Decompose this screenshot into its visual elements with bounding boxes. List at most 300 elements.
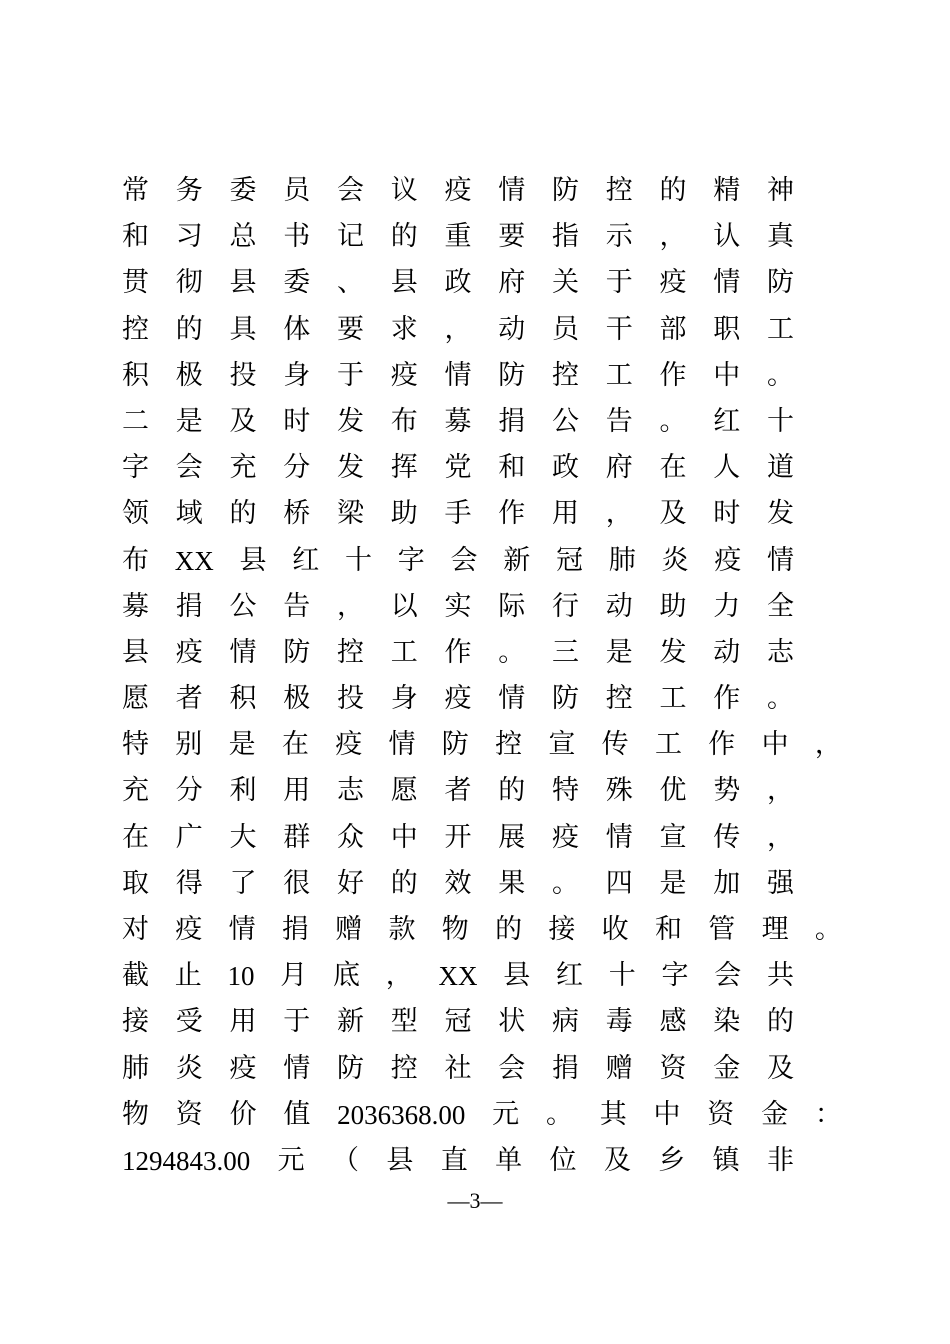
text-char: 精	[713, 175, 741, 206]
text-char: 资	[659, 1052, 687, 1084]
text-char: 积	[229, 683, 257, 715]
text-char: 以	[390, 590, 418, 622]
text-char: 止	[174, 960, 202, 992]
text-char: 会	[714, 960, 742, 992]
body-text	[122, 168, 852, 1184]
text-char: 10	[227, 961, 255, 992]
text-char: 直	[440, 1144, 468, 1176]
text-char: 。	[767, 683, 794, 715]
text-char: 感	[659, 1006, 687, 1038]
text-char: 了	[229, 867, 257, 899]
text-line	[122, 630, 794, 676]
text-char: 防	[441, 729, 469, 761]
text-char: 。	[552, 867, 579, 899]
text-char: 染	[713, 1006, 741, 1038]
text-char: 及	[603, 1144, 631, 1176]
text-char: 发	[337, 452, 364, 484]
text-char: 物	[441, 914, 469, 945]
text-char: 防	[552, 683, 579, 715]
text-char: 。	[545, 1098, 573, 1130]
text-char: 府	[605, 452, 633, 484]
text-line	[122, 584, 794, 630]
text-char: 作	[498, 498, 526, 530]
text-char: 疫	[714, 544, 742, 576]
text-char: 群	[283, 821, 311, 853]
text-char: 时	[283, 405, 311, 437]
text-char: 党	[444, 452, 472, 484]
text-char: ，	[814, 729, 842, 761]
text-char: 会	[498, 1052, 526, 1084]
text-char: 募	[444, 405, 472, 437]
text-char: 在	[122, 821, 149, 853]
text-char: 身	[390, 683, 418, 715]
text-char: 贯	[122, 267, 149, 299]
text-char: 炎	[661, 544, 689, 576]
text-char: 的	[175, 313, 203, 345]
text-line	[122, 399, 794, 445]
text-char: 是	[228, 729, 256, 761]
text-char: 用	[283, 775, 311, 807]
text-char: 际	[498, 590, 526, 622]
text-char: 情	[283, 1052, 311, 1084]
text-char: 接	[548, 914, 576, 945]
text-char: 值	[283, 1098, 311, 1130]
text-line	[122, 260, 794, 306]
text-char: 冠	[556, 544, 583, 576]
text-char: 字	[122, 452, 149, 484]
text-char: 及	[767, 1052, 794, 1084]
text-char: 重	[444, 221, 472, 253]
text-char: ，	[444, 313, 472, 345]
text-char: 及	[659, 498, 687, 530]
text-char: 县	[390, 267, 418, 299]
text-char: 作	[444, 636, 472, 668]
text-char: 县	[229, 267, 257, 299]
text-line	[122, 815, 794, 861]
text-char: 物	[122, 1098, 149, 1130]
text-char: 理	[761, 914, 789, 945]
text-char: 位	[549, 1144, 577, 1176]
text-char: 肺	[122, 1052, 149, 1084]
text-char: 力	[713, 590, 741, 622]
text-char: 习	[175, 221, 203, 253]
text-char: 工	[659, 683, 687, 715]
text-char: 捐	[498, 405, 526, 437]
text-char: 实	[444, 590, 472, 622]
text-char: 的	[767, 1006, 794, 1038]
text-char: 金	[713, 1052, 741, 1084]
text-char: 在	[281, 729, 309, 761]
text-char: 认	[713, 221, 741, 253]
text-char: 特	[552, 775, 579, 807]
text-char: 及	[229, 405, 257, 437]
text-char: 的	[498, 775, 526, 807]
text-char: 加	[713, 867, 741, 899]
text-char: ，	[659, 221, 687, 253]
text-char: 在	[659, 452, 687, 484]
text-char: 。	[767, 359, 794, 391]
text-char: 于	[283, 1006, 311, 1038]
text-char: 防	[498, 359, 526, 391]
text-char: 赠	[605, 1052, 633, 1084]
text-char: 捐	[281, 914, 309, 945]
text-char: 中	[761, 729, 789, 761]
text-char: 会	[450, 544, 478, 576]
text-char: 的	[229, 498, 257, 530]
text-char: 域	[175, 498, 203, 530]
text-char: 委	[283, 267, 311, 299]
text-char: 彻	[175, 267, 203, 299]
text-char: 捐	[552, 1052, 579, 1084]
text-char: ，	[767, 821, 794, 853]
text-char: 工	[767, 313, 794, 345]
text-line	[122, 722, 842, 768]
text-char: 的	[390, 221, 418, 253]
text-char: 其	[599, 1098, 627, 1130]
text-char: 分	[283, 452, 311, 484]
text-char: 别	[175, 729, 203, 761]
text-char: 工	[654, 729, 682, 761]
text-char: 效	[444, 867, 472, 899]
text-char: 府	[498, 267, 526, 299]
text-line	[122, 676, 794, 722]
text-char: 情	[767, 544, 794, 576]
text-char: 桥	[283, 498, 311, 530]
text-char: 员	[283, 175, 311, 206]
text-char: 发	[767, 498, 794, 530]
text-char: 作	[713, 683, 741, 715]
text-char: ，	[605, 498, 633, 530]
text-char: 极	[175, 359, 203, 391]
text-char: 道	[767, 452, 794, 484]
text-char: 求	[390, 313, 418, 345]
text-char: 镇	[712, 1144, 740, 1176]
text-char: 积	[122, 359, 149, 391]
text-char: 防	[283, 636, 311, 668]
text-char: 势	[713, 775, 741, 807]
text-char: 三	[552, 636, 579, 668]
text-char: 收	[601, 914, 629, 945]
text-char: 受	[175, 1006, 203, 1038]
text-char: 时	[713, 498, 741, 530]
text-line	[122, 445, 794, 491]
text-char: 动	[713, 636, 741, 668]
text-char: 议	[390, 175, 418, 206]
text-char: 布	[122, 544, 149, 576]
text-char: 职	[713, 313, 741, 345]
text-char: 疫	[175, 914, 203, 945]
text-char: 行	[552, 590, 579, 622]
text-char: 中	[653, 1098, 681, 1130]
text-char: 。	[659, 405, 687, 437]
text-char: 会	[337, 175, 364, 206]
text-char: 殊	[605, 775, 633, 807]
text-char: 疫	[444, 175, 472, 206]
text-char: 和	[122, 221, 149, 253]
text-char: 部	[659, 313, 687, 345]
text-char: 于	[605, 267, 633, 299]
text-char: 得	[175, 867, 203, 899]
text-char: 新	[503, 544, 531, 576]
text-char: 对	[122, 914, 149, 945]
text-char: 极	[283, 683, 311, 715]
text-char: 四	[605, 867, 633, 899]
text-char: 控	[605, 683, 633, 715]
text-char: 强	[767, 867, 794, 899]
text-char: 员	[552, 313, 579, 345]
text-char: 用	[552, 498, 579, 530]
text-char: 元	[492, 1098, 520, 1130]
text-char: 政	[552, 452, 579, 484]
text-char: 是	[605, 636, 633, 668]
text-char: 要	[337, 313, 364, 345]
text-char: 防	[337, 1052, 364, 1084]
text-char: 书	[283, 221, 311, 253]
text-char: 投	[337, 683, 364, 715]
text-line	[122, 907, 842, 953]
text-char: 工	[605, 359, 633, 391]
text-char: 控	[605, 175, 633, 206]
text-char: 广	[175, 821, 203, 853]
text-char: 具	[229, 313, 257, 345]
text-char: 传	[713, 821, 741, 853]
text-char: 公	[552, 405, 579, 437]
text-char: 共	[767, 960, 794, 992]
text-char: 中	[713, 359, 741, 391]
text-char: 红	[292, 544, 320, 576]
text-char: 的	[390, 867, 418, 899]
text-char: 公	[229, 590, 257, 622]
text-char: 动	[605, 590, 633, 622]
text-line	[122, 491, 794, 537]
text-char: 常	[122, 175, 149, 206]
text-line	[122, 1046, 794, 1092]
text-char: 要	[498, 221, 526, 253]
text-char: 疫	[659, 267, 687, 299]
text-char: 十	[767, 405, 794, 437]
text-char: 情	[229, 636, 257, 668]
text-char: 发	[659, 636, 687, 668]
text-char: 示	[605, 221, 633, 253]
text-char: 会	[175, 452, 203, 484]
text-char: 干	[605, 313, 633, 345]
text-line	[122, 214, 794, 260]
text-char: 愿	[122, 683, 149, 715]
text-char: 者	[175, 683, 203, 715]
text-char: XX	[438, 961, 478, 992]
text-char: 控	[390, 1052, 418, 1084]
text-char: 红	[713, 405, 741, 437]
text-char: 情	[388, 729, 416, 761]
text-char: 助	[390, 498, 418, 530]
text-char: 疫	[335, 729, 363, 761]
text-char: 大	[229, 821, 257, 853]
text-char: 乡	[658, 1144, 686, 1176]
text-char: 利	[229, 775, 257, 807]
text-char: 众	[337, 821, 364, 853]
text-char: 月	[280, 960, 308, 992]
text-line	[122, 999, 794, 1045]
text-char: 十	[345, 544, 372, 576]
text-char: 助	[659, 590, 687, 622]
text-char: 和	[654, 914, 682, 945]
text-char: 控	[122, 313, 149, 345]
text-char: 捐	[175, 590, 203, 622]
text-char: 疫	[552, 821, 579, 853]
text-char: 中	[390, 821, 418, 853]
text-char: 很	[283, 867, 311, 899]
text-char: 告	[283, 590, 311, 622]
text-char: 布	[390, 405, 418, 437]
text-line	[122, 353, 794, 399]
text-char: 记	[337, 221, 364, 253]
text-char: 志	[767, 636, 794, 668]
text-char: 作	[659, 359, 687, 391]
text-char: 志	[337, 775, 364, 807]
text-char: 发	[337, 405, 364, 437]
text-char: 接	[122, 1006, 149, 1038]
text-char: 开	[444, 821, 472, 853]
text-char: 冠	[444, 1006, 472, 1038]
text-char: 红	[556, 960, 583, 992]
text-char: 人	[713, 452, 741, 484]
text-char: 底	[333, 960, 360, 992]
text-char: 赠	[335, 914, 363, 945]
text-char: 宣	[548, 729, 576, 761]
text-char: 分	[175, 775, 203, 807]
text-char: 疫	[390, 359, 418, 391]
text-line	[122, 168, 794, 214]
text-char: 情	[498, 683, 526, 715]
text-char: 作	[708, 729, 736, 761]
text-char: XX	[174, 545, 214, 576]
text-char: 款	[388, 914, 416, 945]
text-char: 县	[503, 960, 531, 992]
text-char: 防	[552, 175, 579, 206]
text-line	[122, 768, 794, 814]
text-char: 的	[495, 914, 523, 945]
text-char: 务	[175, 175, 203, 206]
text-char: 、	[337, 267, 364, 299]
text-char: 价	[229, 1098, 257, 1130]
text-char: 。	[498, 636, 526, 668]
text-char: 者	[444, 775, 472, 807]
text-char: 关	[552, 267, 579, 299]
text-char: 字	[397, 544, 425, 576]
text-char: 金	[761, 1098, 789, 1130]
text-char: 充	[229, 452, 257, 484]
text-char: 的	[659, 175, 687, 206]
text-char: 非	[767, 1144, 794, 1176]
text-char: 单	[495, 1144, 523, 1176]
text-char: 神	[767, 175, 794, 206]
text-char: 新	[337, 1006, 364, 1038]
text-char: 传	[601, 729, 629, 761]
text-char: 炎	[175, 1052, 203, 1084]
text-char: 防	[767, 267, 794, 299]
text-char: 肺	[608, 544, 636, 576]
text-char: 梁	[337, 498, 364, 530]
text-char: 1294843.00	[122, 1145, 251, 1176]
text-char: 毒	[605, 1006, 633, 1038]
text-char: 状	[498, 1006, 526, 1038]
text-char: 愿	[390, 775, 418, 807]
text-char: 。	[814, 914, 842, 945]
text-char: 十	[608, 960, 636, 992]
text-char: 资	[175, 1098, 203, 1130]
text-char: 是	[175, 405, 203, 437]
text-char: 挥	[390, 452, 418, 484]
text-char: 疫	[229, 1052, 257, 1084]
text-char: 投	[229, 359, 257, 391]
text-char: 情	[444, 359, 472, 391]
text-line	[122, 538, 794, 584]
text-char: 县	[386, 1144, 414, 1176]
text-char: 管	[708, 914, 736, 945]
text-char: 果	[498, 867, 526, 899]
text-char: 疫	[175, 636, 203, 668]
text-char: 真	[767, 221, 794, 253]
text-char: 元	[277, 1144, 305, 1176]
text-char: （	[332, 1144, 359, 1176]
text-char: ，	[337, 590, 364, 622]
text-char: 取	[122, 867, 149, 899]
text-char: 指	[552, 221, 579, 253]
text-char: 截	[122, 960, 149, 992]
text-line	[122, 953, 794, 999]
text-char: 病	[552, 1006, 579, 1038]
text-char: 控	[495, 729, 523, 761]
text-char: 二	[122, 405, 149, 437]
text-char: 告	[605, 405, 633, 437]
text-char: 宣	[659, 821, 687, 853]
text-char: 社	[444, 1052, 472, 1084]
text-char: 字	[661, 960, 689, 992]
text-char: 情	[605, 821, 633, 853]
text-char: 手	[444, 498, 472, 530]
text-char: 募	[122, 590, 149, 622]
text-char: 好	[337, 867, 364, 899]
text-char: 充	[122, 775, 149, 807]
text-char: 型	[390, 1006, 418, 1038]
text-char: ：	[814, 1098, 842, 1130]
text-char: 县	[122, 636, 149, 668]
text-char: 总	[229, 221, 257, 253]
text-char: ，	[385, 960, 413, 992]
text-char: 疫	[444, 683, 472, 715]
text-char: 情	[228, 914, 256, 945]
text-char: 政	[444, 267, 472, 299]
text-char: 情	[498, 175, 526, 206]
text-char: 情	[713, 267, 741, 299]
text-char: 控	[552, 359, 579, 391]
page-number: —3—	[447, 1188, 503, 1213]
text-line	[122, 1092, 842, 1138]
text-char: 委	[229, 175, 257, 206]
text-char: 身	[283, 359, 311, 391]
text-char: 优	[659, 775, 687, 807]
text-char: 动	[498, 313, 526, 345]
text-char: 特	[122, 729, 149, 761]
text-char: 和	[498, 452, 526, 484]
text-char: 县	[239, 544, 267, 576]
text-line	[122, 861, 794, 907]
text-char: 于	[337, 359, 364, 391]
text-char: 领	[122, 498, 149, 530]
text-char: 用	[229, 1006, 257, 1038]
text-char: 是	[659, 867, 687, 899]
text-char: 资	[707, 1098, 735, 1130]
